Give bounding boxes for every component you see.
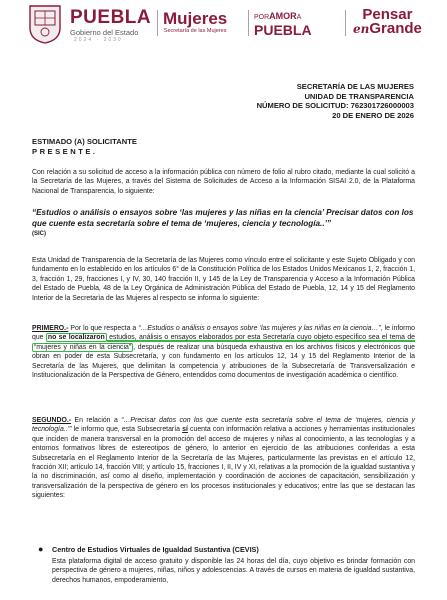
request-number: NÚMERO DE SOLICITUD: 762301726000003 [256,101,414,110]
segundo-text: le informo que, esta Subsecretaría [71,426,183,434]
addressee-line-1: ESTIMADO (A) SOLICITANTE [32,137,137,146]
puebla-subtitle: Gobierno del Estado [70,28,139,37]
mujeres-title: Mujeres [163,9,228,28]
amor-puebla: PUEBLA [254,22,312,38]
pensar-en-grande-logo [353,8,422,36]
pensar-en: en [353,22,370,36]
primero-paragraph [32,324,415,380]
por-amor-a-puebla-logo [254,10,312,36]
request-quote: “Estudios o análisis o ensayos sobre ‘las mujeres y las niñas en la ciencia’ Precisar datos con los que cuente esta secretaría sobre el tema de ‘mujeres, ciencia y tecnología..’” [32,208,414,228]
mujeres-subtitle: Secretaría de las Mujeres [163,28,227,34]
intro-paragraph: Con relación a su solicitud de acceso a la información pública con número de folio al rubro citado, mediante la cual solicitó a la Secretaría de las Mujeres, a través del Sistema de Solicitudes de Acceso a la Información SISAI 2.0, de la Plataforma Nacional de Transparencia, lo siguiente: [32,169,415,195]
pensar-word: Pensar [362,6,413,23]
sic-note: (SIC) [32,231,46,237]
mujeres-logo [163,10,227,34]
highlight-topic: “mujeres y niñas en la ciencia” [34,343,132,351]
puebla-title: PUEBLA [70,7,152,28]
primero-underlined-text: estudios, análisis o ensayos elaborados por esta Secretaría cuyo objeto específico sea el tema de [106,334,416,342]
letterhead [0,0,447,48]
highlight-no-localizaron: no se localizaron [47,334,105,342]
primero-quote: “…Estudios o análisis o ensayos sobre ‘las mujeres y las niñas en la ciencia…” [138,325,381,332]
segundo-text: cuenta con información relativa a acciones y herramientas institucionales que inciden de manera transversal en la promoción del acceso de mujeres y niñas al conocimiento, a las tecnologías y a entornos formativos libres de estereotipos de género, lo anterior en ejercicio de las atribuciones conferidas a esta Subsecretaría en el Reglamento Interior de la Secretaría de las Mujeres, particularmente las previstas en el artículo 12, fracción XII; artículo 14, fracción VIII; y artículo 15, fracciones I, II, IV y XI, relativas a la promoción de la igualdad sustantiva y la no discriminación, así como al diseño, implementación y coordinación de acciones de capacitación, sensibilización y transversalización de la perspectiva de género en los procesos institucionales y educativos; entre las que se destacan las siguientes: [32,426,415,500]
segundo-text: En relación a [71,417,122,424]
header-divider [345,10,346,36]
puebla-years: 2024 · 2030 [74,37,123,43]
segundo-paragraph [32,416,415,501]
document-meta [257,82,414,120]
segundo-si: sí [182,426,188,434]
segundo-label: SEGUNDO.- [32,417,72,424]
cevis-paragraph: Esta plataforma digital de acceso gratuito y disponible las 24 horas del día, cuyo objetivo es brindar formación con perspectiva de género a mujeres, niñas, niños y adolescencias. A través de cursos en materia de igualdad sustantiva, derechos humanos, empoderamiento, [52,558,415,584]
bullet-dot-icon: ● [38,544,44,554]
state-seal-icon [26,4,64,44]
segundo-quote: “…Precisar datos con los que cuente esta secretaría sobre el tema de ‘mujeres, ciencia y tecnología..’” [32,417,415,434]
primero-text: Por lo que respecta a [68,325,139,332]
primero-text: , le informo que [32,325,415,342]
primero-text: , después de realizar una búsqueda exhaustiva en los archivos físicos y electrónicos que obran en poder de esta Subsecretaría, y con fundamento en los artículos 12, 14 y 15 del Reglamento Interior de la Secretaría de las Mujeres, que delimitan la competencia y atribuciones de la Subsecretaría de Transversalización e Institucionalización de la Perspectiva de Género, entendidos como documentos de investigación académica o científico. [32,343,415,380]
legal-basis-paragraph: Esta Unidad de Transparencia de la Secretaría de las Mujeres como vínculo entre el solicitante y este Sujeto Obligado y con fundamento en lo establecido en los artículos 6° de la Constitución Política de los Estados Unidos Mexicanos 1, 2, fracción 1, 3, fracción 1, 29, fracciones I, y IV, 30, 140 fracción II, y 145 de la Ley de Transparencia y Acceso a la Información Pública del Estado de Puebla, 48 de la Ley Orgánica de Administración Pública del Estado de Puebla, 12, 14 y 15 del Reglamento Interior de la Secretaría de las Mujeres al respecto se informa lo siguiente: [32,257,415,302]
header-divider [248,10,249,36]
addressee-line-2: PRESENTE. [32,146,98,156]
pensar-grande: Grande [369,20,422,37]
primero-label: PRIMERO.- [32,325,69,332]
meta-line-1: SECRETARÍA DE LAS MUJERES [296,82,414,91]
amor-a: A [296,14,302,21]
addressee [32,137,137,156]
header-divider [157,10,158,36]
puebla-government-logo [70,8,151,43]
amor-por: POR [254,14,270,21]
meta-line-2: UNIDAD DE TRANSPARENCIA [304,91,414,101]
document-date: 20 DE ENERO DE 2026 [332,110,414,120]
amor-amor: AMOR [269,11,297,21]
bullet-title: Centro de Estudios Virtuales de Igualdad Sustantiva (CEVIS) [52,545,259,554]
